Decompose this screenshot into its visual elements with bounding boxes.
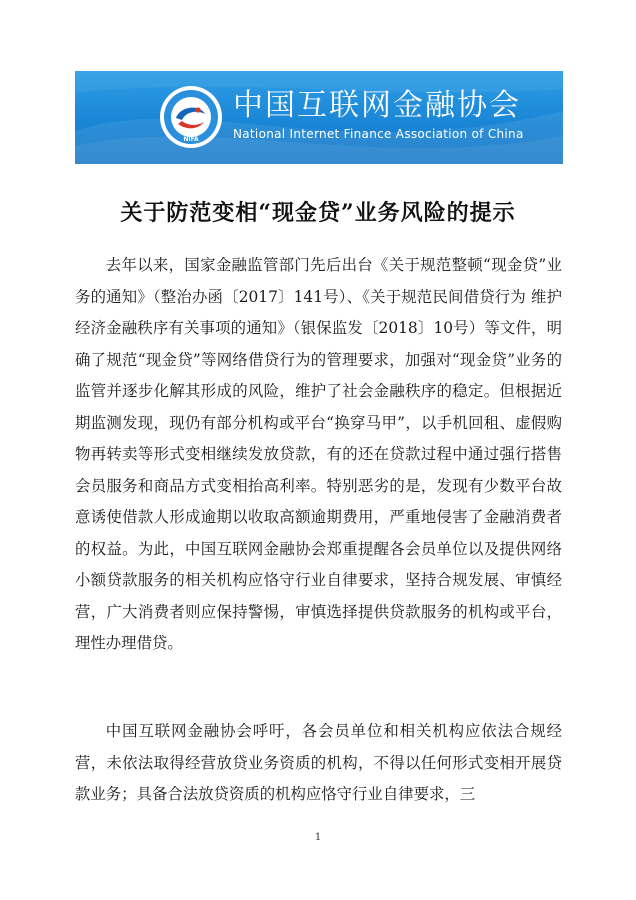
- nifa-emblem-icon: [158, 84, 224, 150]
- org-name-english: National Internet Finance Association of China: [233, 127, 524, 141]
- page-number: 1: [314, 832, 322, 843]
- body-paragraph-1: 去年以来，国家金融监管部门先后出台《关于规范整顿“现金贷”业务的通知》（整治办函〔2017〕141号）、《关于规范民间借贷行为 维护经济金融秩序有关事项的通知》（银保监发〔2018〕10号）等文件，明确了规范“现金贷”等网络借贷行为的管理要求，加强对“现金贷”业务的监管并逐步化解其形成的风险，维护了社会金融秩序的稳定。但根据近期监测发现，现仍有部分机构或平台“换穿马甲”，以手机回租、虚假购物再转卖等形式变相继续发放贷款，有的还在贷款过程中通过强行搭售会员服务和商品方式变相抬高利率。特别恶劣的是，发现有少数平台故意诱使借款人形成逾期以收取高额逾期费用，严重地侵害了金融消费者的权益。为此，中国互联网金融协会郑重提醒各会员单位以及提供网络小额贷款服务的相关机构应恪守行业自律要求，坚持合规发展、审慎经营，广大消费者则应保持警惕，审慎选择提供贷款服务的机构或平台，理性办理借贷。: [75, 256, 562, 652]
- header-banner: [75, 71, 563, 164]
- emblem-text: NIFA: [183, 136, 199, 143]
- org-name-chinese: 中国互联网金融协会: [233, 88, 521, 123]
- body-paragraph-2: 中国互联网金融协会呼吁，各会员单位和相关机构应依法合规经营，未依法取得经营放贷业务资质的机构，不得以任何形式变相开展贷款业务；具备合法放贷资质的机构应恪守行业自律要求，三: [75, 722, 562, 803]
- document-title: 关于防范变相“现金贷”业务风险的提示: [120, 200, 516, 226]
